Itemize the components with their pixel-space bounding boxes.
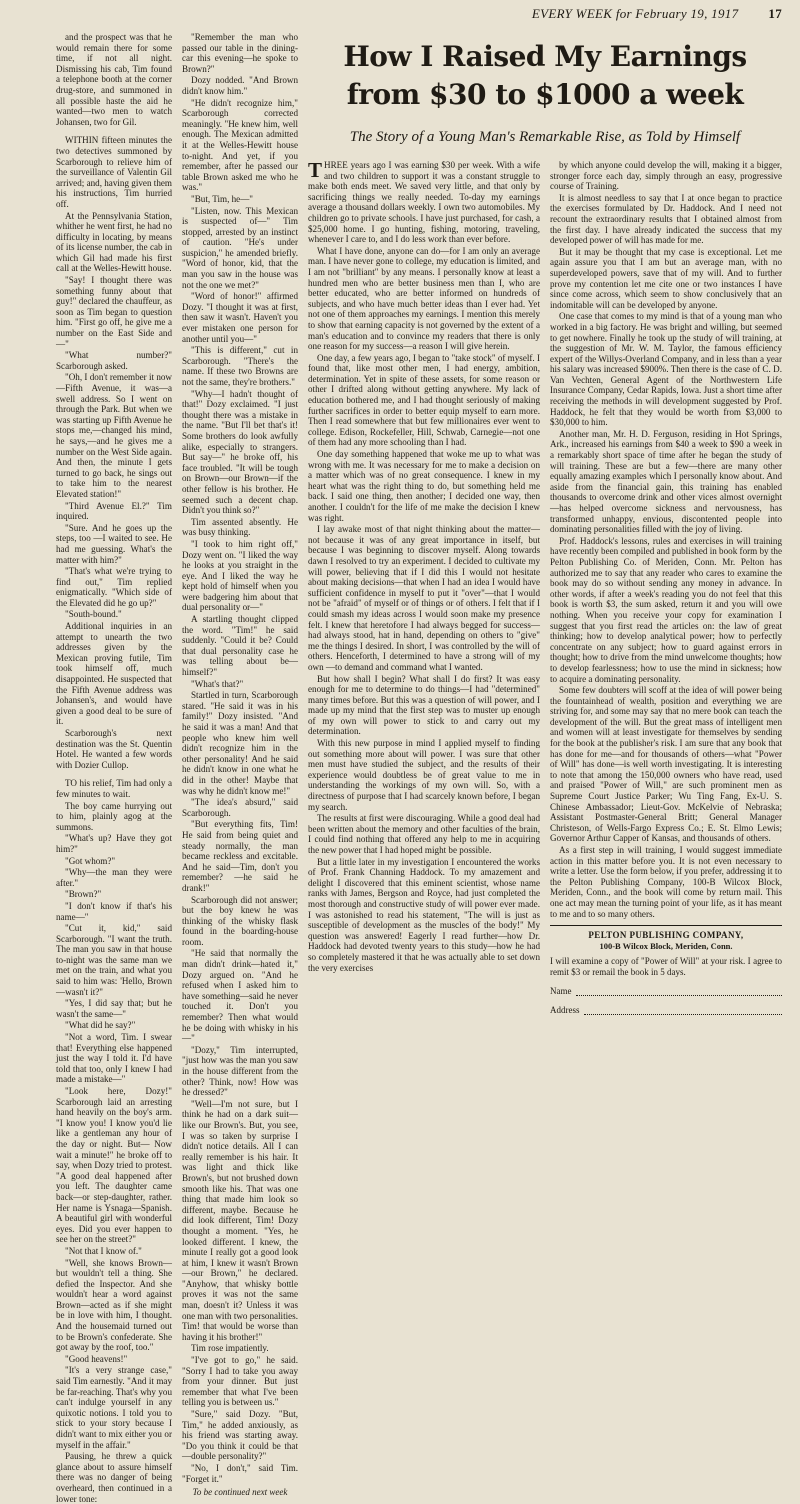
story-column-middle-text xyxy=(182,32,298,1484)
story-middle-paragraph: "Well—I'm not sure, but I think he had on a dark suit—like our Brown's. But, you see, I was so taken by surprise I didn't notice details. All I can really remember is his hair. It was light and thick like Brown's, but not brushed down smooth like his. That was one thing that made him look so different, maybe. Because he did look different, Tim! Dozy thought a moment. "Yes, he looked different. I knew, the minute I really got a good look at him, I knew it wasn't Brown—our Brown," he declared. "Anyhow, that whisky bottle proves it was not the same man, doesn't it? Unless it was one man with two personalities. Tim! that would be worse than having it his brother!" xyxy=(182,1098,298,1342)
running-head xyxy=(56,6,782,32)
ad-headline-line-2: from $30 to $1000 a week xyxy=(346,78,744,111)
story-left-paragraph: "What did he say?" xyxy=(65,1020,136,1031)
story-left-paragraph: "Well, she knows Brown—but wouldn't tell a thing. She defied the Inspector. And she wouldn't hear a word against Brown—acted as if she might be in love with him, I thought. And the housemaid turned out to be Brown's confederate. She got away by the roof, too." xyxy=(56,1257,172,1353)
story-left-paragraph: "Look here, Dozy!" Scarborough laid an arresting hand heavily on the boy's arm. "I know you! I know you'd lie like a gentleman any hour of the day or night. But— Now wait a minute!" he broke off to say, when Dozy tried to protest. "A good deal happened after you left. The daughter came back—or step-daughter, rather. Her name is Ysnaga—Spanish. A beautiful girl with wonderful eyes. Did you ever happen to see her on the street?" xyxy=(56,1086,172,1245)
story-middle-paragraph: Startled in turn, Scarborough stared. "He said it was in his family!" Dozy insisted. "And he said it was a man! And that people who knew him well didn't recognize him in the other personality! And he said he didn't know in one what he did in the other! Maybe that was why he didn't know me!" xyxy=(182,690,298,796)
story-column-middle xyxy=(182,32,298,1498)
story-left-paragraph: "Not a word, Tim. I swear that! Everything else happened just the way I told it. I'd have told that too, only I knew I had made a mistake—" xyxy=(56,1032,172,1085)
story-left-paragraph: At the Pennsylvania Station, whither he went first, he had no difficulty in locating, by means of its license number, the cab in which Gil had made his first call at the Welles-Hewitt house. xyxy=(56,210,172,274)
story-left-paragraph: "Why—the man they were after." xyxy=(56,867,172,888)
ad-col2-paragraph: But it may be thought that my case is exceptional. Let me again assure you that I am but an average man, with no superdeveloped powers, save that of my will. And to further prove my contention let me cite one or two instances I have since come across, which seem to show conclusively that an indomitable will can be developed by anyone. xyxy=(550,246,782,310)
ad-columns xyxy=(308,160,782,1016)
story-left-paragraph: "Third Avenue El.?" Tim inquired. xyxy=(56,500,172,522)
story-left-paragraph: "What's up? Have they got him?" xyxy=(56,833,172,854)
story-middle-paragraph: "But, Tim, he—" xyxy=(191,193,254,204)
ad-col2-paragraph: As a first step in will training, I would suggest immediate action in this matter before you. It is not even necessary to write a letter. Use the form below, if you prefer, addressing it to the Pelton Publishing Company, 100-B Wilcox Block, Meriden, Conn., and the book will come by return mail. This one act may mean the turning point of your life, as it has meant to me and to so many others. xyxy=(550,845,782,919)
story-middle-paragraph: "He didn't recognize him," Scarborough corrected meaningly. "He knew him, well enough. The Mexican admitted it at the Welles-Hewitt house to-night. And yet, if you remember, after he passed our table Brown asked me who he was." xyxy=(182,97,298,193)
coupon-address: 100-B Wilcox Block, Meriden, Conn. xyxy=(599,941,733,952)
story-middle-paragraph: "I took to him right off," Dozy went on. "I liked the way he looks at you straight in the eye. And I liked the way he kept hold of himself when you were badgering him about that dual personality or—" xyxy=(182,538,298,613)
ad-col1-paragraph: But how shall I begin? What shall I do first? It was easy enough for me to determine to do things—I had "determined" many times before. But this was a question of will power, and I made up my mind that the first step was to muster up enough of my own will power to stick to and carry out my determination. xyxy=(308,673,540,737)
ad-col2-paragraph: Some few doubters will scoff at the idea of will power being the fountainhead of wealth, position and everything we are striving for, and some may say that no mere book can teach the development of the will. But the great mass of intelligent men and women will at least investigate for themselves by sending for the book at the publisher's risk. I am sure that any book that has done for me—and for thousands of others—what "Power of Will" has done—is well worth investigating. It is interesting to note that among the 150,000 owners who have read, used and praised "Power of Will," are such prominent men as Supreme Court Justice Parker; Wu Ting Fang, Ex-U. S. Chinese Ambassador; Lieut-Gov. McKelvie of Nebraska; Assistant Postmaster-General Britt; General Manager Christeson, of Wells-Fargo Express Co.; E. St. Elmo Lewis; Governor Arthur Capper of Kansas, and thousands of others. xyxy=(550,685,782,844)
drop-cap: T xyxy=(308,158,323,182)
story-left-paragraph: WITHIN fifteen minutes the two detectives summoned by Scarborough to relieve him of the surveillance of Valentin Gil arrived; and, having given them his instructions, Tim hurried off. xyxy=(56,135,172,209)
story-left-paragraph: "South-bound." xyxy=(65,609,122,620)
ad-col1-paragraph: One day something happened that woke me up to what was wrong with me. It was necessary for me to make a decision on a matter which was of no great consequence. I knew in my heart what was the right thing to do, but something held me back. I said one thing, then another; I decided one way, then another. I couldn't for the life of me make the decision I knew was right. xyxy=(308,449,540,523)
story-left-paragraph: Scarborough's next destination was the St. Quentin Hotel. He wanted a few words with Dozier Cullop. xyxy=(56,728,172,770)
story-left-paragraph: "Yes, I did say that; but he wasn't the same—" xyxy=(56,998,172,1019)
story-middle-paragraph: "Why—I hadn't thought of that!" Dozy exclaimed. "I just thought there was a mistake in the name. "But I'll bet that's it! Some brothers do look awfully alike, especially to strangers. But say—" he broke off, his face troubled. "It will be tough on Brown—our Brown—if the other fellow is his brother. He seemed such a decent chap. Didn't you think so?" xyxy=(182,388,298,516)
section-break xyxy=(56,771,172,778)
story-left-paragraph: "Say! I thought there was something funny about that guy!" declared the chauffeur, as soon as Tim began to question him. "First go off, he give me a number on the East Side and—" xyxy=(56,275,172,349)
section-break xyxy=(56,128,172,135)
ad-col2-paragraph: One case that comes to my mind is that of a young man who worked in a big factory. He was bright and willing, but seemed to get nowhere. Finally he took up the study of will training, at the suggestion of Mr. W. M. Taylor, the famous efficiency expert of the Willys-Overland Company, and in less than a year his salary was increased $900%. Then there is the case of C. D. Van Vechten, General Agent of the Northwestern Life Insurance Company, Cedar Rapids, Iowa. Just a short time after receiving the methods in will development suggested by Prof. Haddock, he felt that they would be worth from $3,000 to $30,000 to him. xyxy=(550,311,782,428)
story-middle-paragraph: "Listen, now. This Mexican is suspected of—" Tim stopped, arrested by an instinct of caution. "He's under suspicion," he amended briefly. "Word of honor, kid, that the man you saw in the house was not the one we met?" xyxy=(182,205,298,290)
story-left-paragraph: Pausing, he threw a quick glance about to assure himself there was no danger of being overheard, then continued in a lower tone: xyxy=(56,1451,172,1504)
coupon-name-field[interactable] xyxy=(576,986,783,996)
story-middle-paragraph: "Word of honor!" affirmed Dozy. "I thought it was at first, then saw it wasn't. Haven't you ever mistaken one person for another until you—" xyxy=(182,291,298,344)
story-middle-paragraph: Dozy nodded. "And Brown didn't know him." xyxy=(182,75,298,96)
story-left-paragraph: "I don't know if that's his name—" xyxy=(56,900,172,922)
story-left-paragraph: Additional inquiries in an attempt to unearth the two addresses given by the Mexican proving futile, Tim took himself off, much disappointed. He suspected that the Fifth Avenue address was Johansen's, and would have given a good deal to be sure of it. xyxy=(56,621,172,727)
story-left-paragraph: "Not that I know of." xyxy=(65,1245,142,1256)
story-left-paragraph: "It's a very strange case," said Tim earnestly. "And it may be far-reaching. That's why you can't indulge yourself in any quixotic notions. I told you to stick to your story because I didn't want to mix either you or myself in the affair." xyxy=(56,1365,172,1450)
coupon-name-line[interactable] xyxy=(550,986,782,997)
advertisement xyxy=(308,32,782,1092)
ad-subtitle: The Story of a Young Man's Remarkable Rise, as Told by Himself xyxy=(349,129,741,145)
ad-column-2 xyxy=(550,160,782,1016)
story-middle-paragraph: "Sure," said Dozy. "But, Tim," he added anxiously, as his friend was starting away. "Do you think it could be that—double personality?" xyxy=(182,1409,298,1462)
continued-note: To be continued next week xyxy=(192,1487,288,1498)
magazine-title: EVERY WEEK for February 19, 1917 xyxy=(531,6,739,21)
page-number: 17 xyxy=(768,6,782,21)
page-columns xyxy=(56,32,782,1504)
ad-col1-paragraph: What I have done, anyone can do—for I am only an average man. I have never gone to college, my education is limited, and I am not "brilliant" by any means. I personally know at least a hundred men who are better business men than I, who are better educated, who are better informed on hundreds of subjects, and who have much better ideas than I ever had. Yet not one of them approaches my earnings. I mention this merely to show that earning capacity is not governed by the extent of a man's education and to convince my readers that there is only one reason for my success—a reason I will give herein. xyxy=(308,245,540,352)
story-middle-paragraph: "Dozy," Tim interrupted, "just how was the man you saw in the house different from the other? Think, now! How was he dressed?" xyxy=(182,1044,298,1098)
ad-headline-line-1: How I Raised My Earnings xyxy=(343,40,747,73)
ad-col1-paragraph: With this new purpose in mind I applied myself to finding out something more about will power. I was sure that other men must have studied the subject, and the results of their experience would doubtless be of great value to me in understanding the workings of my own will. So, with a directness of purpose that I had scarcely known before, I began my search. xyxy=(308,738,540,812)
ad-col1-paragraph: One day, a few years ago, I began to "take stock" of myself. I found that, like most other men, I had energy, ambition, determination. Yet in spite of these assets, for some reason or other I drifted along without getting anywhere. My lack of education bothered me, and I had thought seriously of making further sacrifices in order to better equip myself to earn more. Then I read somewhere that but few millionaires ever went to college. Edison, Rockefeller, Hill, Schwab, Carnegie—not one of them had any more schooling than I had. xyxy=(308,352,540,448)
story-left-paragraph: "Cut it, kid," said Scarborough. "I want the truth. The man you saw in that house to-night was the same man we met on the train, and what you said to him was: 'Hello, Brown—wasn't it?" xyxy=(56,923,172,997)
story-middle-paragraph: Tim rose impatiently. xyxy=(191,1343,269,1354)
coupon-address-label: Address xyxy=(550,1005,580,1016)
coupon-text: I will examine a copy of "Power of Will" at your risk. I agree to remit $3 or remail the book in 5 days. xyxy=(550,956,782,978)
ad-col1-paragraph: I lay awake most of that night thinking about the matter—not because it was of any great importance in itself, but because I was beginning to discover myself. Along towards dawn I resolved to try an experiment. I decided to cultivate my will power, believing that if I did this I would not hesitate about making decisions—that when I had an idea I would have sufficient confidence in myself to put it "over"—that I would not be "afraid" of myself or of things or of others. I felt that if I could smash my ideas across I would soon make my presence felt. I knew that heretofore I had always begged for success—had always stood, hat in hand, depending on others to "give" me the things I desired. In short, I was controlled by the will of others. Henceforth, I determined to have a strong will of my own —to demand and command what I wanted. xyxy=(308,524,540,672)
coupon-company: PELTON PUBLISHING COMPANY, xyxy=(588,930,744,941)
story-middle-paragraph: "Remember the man who passed our table in the dining-car this evening—he spoke to Brown?" xyxy=(182,32,298,74)
story-middle-paragraph: "What's that?" xyxy=(191,678,244,689)
story-middle-paragraph: Tim assented absently. He was busy thinking. xyxy=(182,516,298,538)
story-left-paragraph: "Got whom?" xyxy=(65,855,116,866)
story-middle-paragraph: "This is different," cut in Scarborough. "There's the name. If these two Browns are not the same, they're brothers." xyxy=(182,345,298,387)
order-coupon xyxy=(550,925,782,1016)
story-middle-paragraph: "The idea's absurd," said Scarborough. xyxy=(182,797,298,818)
story-left-paragraph: "Brown?" xyxy=(65,889,102,900)
ad-col2-paragraph: Another man, Mr. H. D. Ferguson, residing in Hot Springs, Ark., increased his earnings from $40 a week to $90 a week in a remarkably short space of time after he began the study of will training. These are but a few—there are many other equally amazing examples which I personally know about. And aside from the financial gain, this training has enabled thousands to overcome drink and other vices almost overnight—has helped overcome sickness and nervousness, has transformed unhappy, envious, discontented people into dominating personalities filled with the joy of living. xyxy=(550,428,782,535)
ad-col1-paragraph: The results at first were discouraging. While a good deal had been written about the memory and other faculties of the brain, I could find nothing that offered any help to me in acquiring the new power that I had hoped might be possible. xyxy=(308,813,540,855)
ad-headline xyxy=(308,32,782,114)
story-middle-paragraph: "I've got to go," he said. "Sorry I had to take you away from your dinner. But just remember that what I've been telling you is between us." xyxy=(182,1355,298,1408)
ad-col2-paragraph: It is almost needless to say that I at once began to practice the exercises formulated by Dr. Haddock. And I need not recount the extraordinary results that I obtained almost from the first day. I have already indicated the success that my developed power of will has made for me. xyxy=(550,192,782,246)
ad-col1-paragraph: But a little later in my investigation I encountered the works of Prof. Frank Channing Haddock. To my amazement and delight I discovered that this eminent scientist, whose name ranks with James, Bergson and Royce, had just completed the most thorough and constructive study of will power ever made. I was astonished to read his statement, "The will is just as susceptible of development as the muscles of the body!" My question was answered! Eagerly I read further—how Dr. Haddock had devoted twenty years to this study—how he had so completely mastered it that he was actually able to set down the very exercises xyxy=(308,856,540,973)
ad-col2-paragraph: by which anyone could develop the will, making it a bigger, stronger force each day, simply through an easy, progressive course of Training. xyxy=(550,160,782,192)
story-middle-paragraph: "But everything fits, Tim! He said from being quiet and steady normally, the man became reckless and excitable. And he said—Tim, don't you remember? —he said he drank!" xyxy=(182,819,298,893)
ad-col1-paragraph: THREE years ago I was earning $30 per week. With a wife and two children to support it was a constant struggle to make both ends meet. We saved very little, and that only by sacrificing things we really needed. To-day my earnings average a thousand dollars weekly. I own two automobiles. My children go to private schools. I have just purchased, for cash, a $25,000 home. I go hunting, fishing, motoring, traveling, whenever I care to, and I do less work than ever before. xyxy=(308,158,540,245)
story-left-paragraph: "What number?" Scarborough asked. xyxy=(56,350,172,371)
story-column-left xyxy=(56,32,172,1504)
story-middle-paragraph: A startling thought clipped the word. "Tim!" he said suddenly. "Could it be? Could that dual personality case he was telling about be—himself?" xyxy=(182,614,298,678)
story-middle-paragraph: "No, I don't," said Tim. "Forget it." xyxy=(182,1462,298,1484)
coupon-name-label: Name xyxy=(550,986,572,997)
story-middle-paragraph: Scarborough did not answer; but the boy knew he was thinking of the whisky flask found in the boarding-house room. xyxy=(182,894,298,947)
story-left-paragraph: and the prospect was that he would remain there for some time, if not all night. Dismissing his cab, Tim found a telephone booth at the corner drug-store, and summoned in all possible haste the aid he wanted—two men to watch Johansen, two for Gil. xyxy=(56,32,172,127)
story-left-paragraph: The boy came hurrying out to him, plainly agog at the summons. xyxy=(56,800,172,832)
story-left-paragraph: "Sure. And he goes up the steps, too —I waited to see. He had me guessing. What's the matter with him?" xyxy=(56,522,172,565)
ad-column-1 xyxy=(308,160,540,1016)
story-left-paragraph: "Good heavens!" xyxy=(65,1353,128,1364)
coupon-address-field[interactable] xyxy=(584,1005,783,1015)
coupon-address-line[interactable] xyxy=(550,1005,782,1016)
ad-col2-paragraph: Prof. Haddock's lessons, rules and exercises in will training have recently been compiled and published in book form by the Pelton Publishing Co. of Meriden, Conn. Mr. Pelton has authorized me to say that any reader who cares to examine the book may do so without sending any money in advance. In other words, if after a week's reading you do not feel that this book is worth $3, the sum asked, return it and you will owe nothing. When you receive your copy for examination I suggest that you first read the articles on: the law of great thinking; how to develop analytical power; how to perfectly concentrate on any subject; how to guard against errors in thought; how to drive from the mind unwelcome thoughts; how to develop fearlessness; how to use the mind in sickness; how to acquire a dominating personality. xyxy=(550,535,782,684)
story-left-paragraph: TO his relief, Tim had only a few minutes to wait. xyxy=(56,778,172,799)
story-middle-paragraph: "He said that normally the man didn't drink—hated it," Dozy argued on. "And he refused when I asked him to have something—said he never touched it. Don't you remember? Then what would he be doing with whisky in his—" xyxy=(182,948,298,1044)
story-left-paragraph: "Oh, I don't remember it now—Fifth Avenue, it was—a swell address. So I went on through the Park. But when we was starting up Fifth Avenue he stops me,—changed his mind, he says,—and he gives me a number on the West Side again. And then, the minute I gets turned to go back, he sings out to take him to the nearest Elevated station!" xyxy=(56,372,172,499)
story-left-paragraph: "That's what we're trying to find out," Tim replied enigmatically. "Which side of the Elevated did he go up?" xyxy=(56,566,172,608)
ad-column-2-text xyxy=(550,160,782,919)
